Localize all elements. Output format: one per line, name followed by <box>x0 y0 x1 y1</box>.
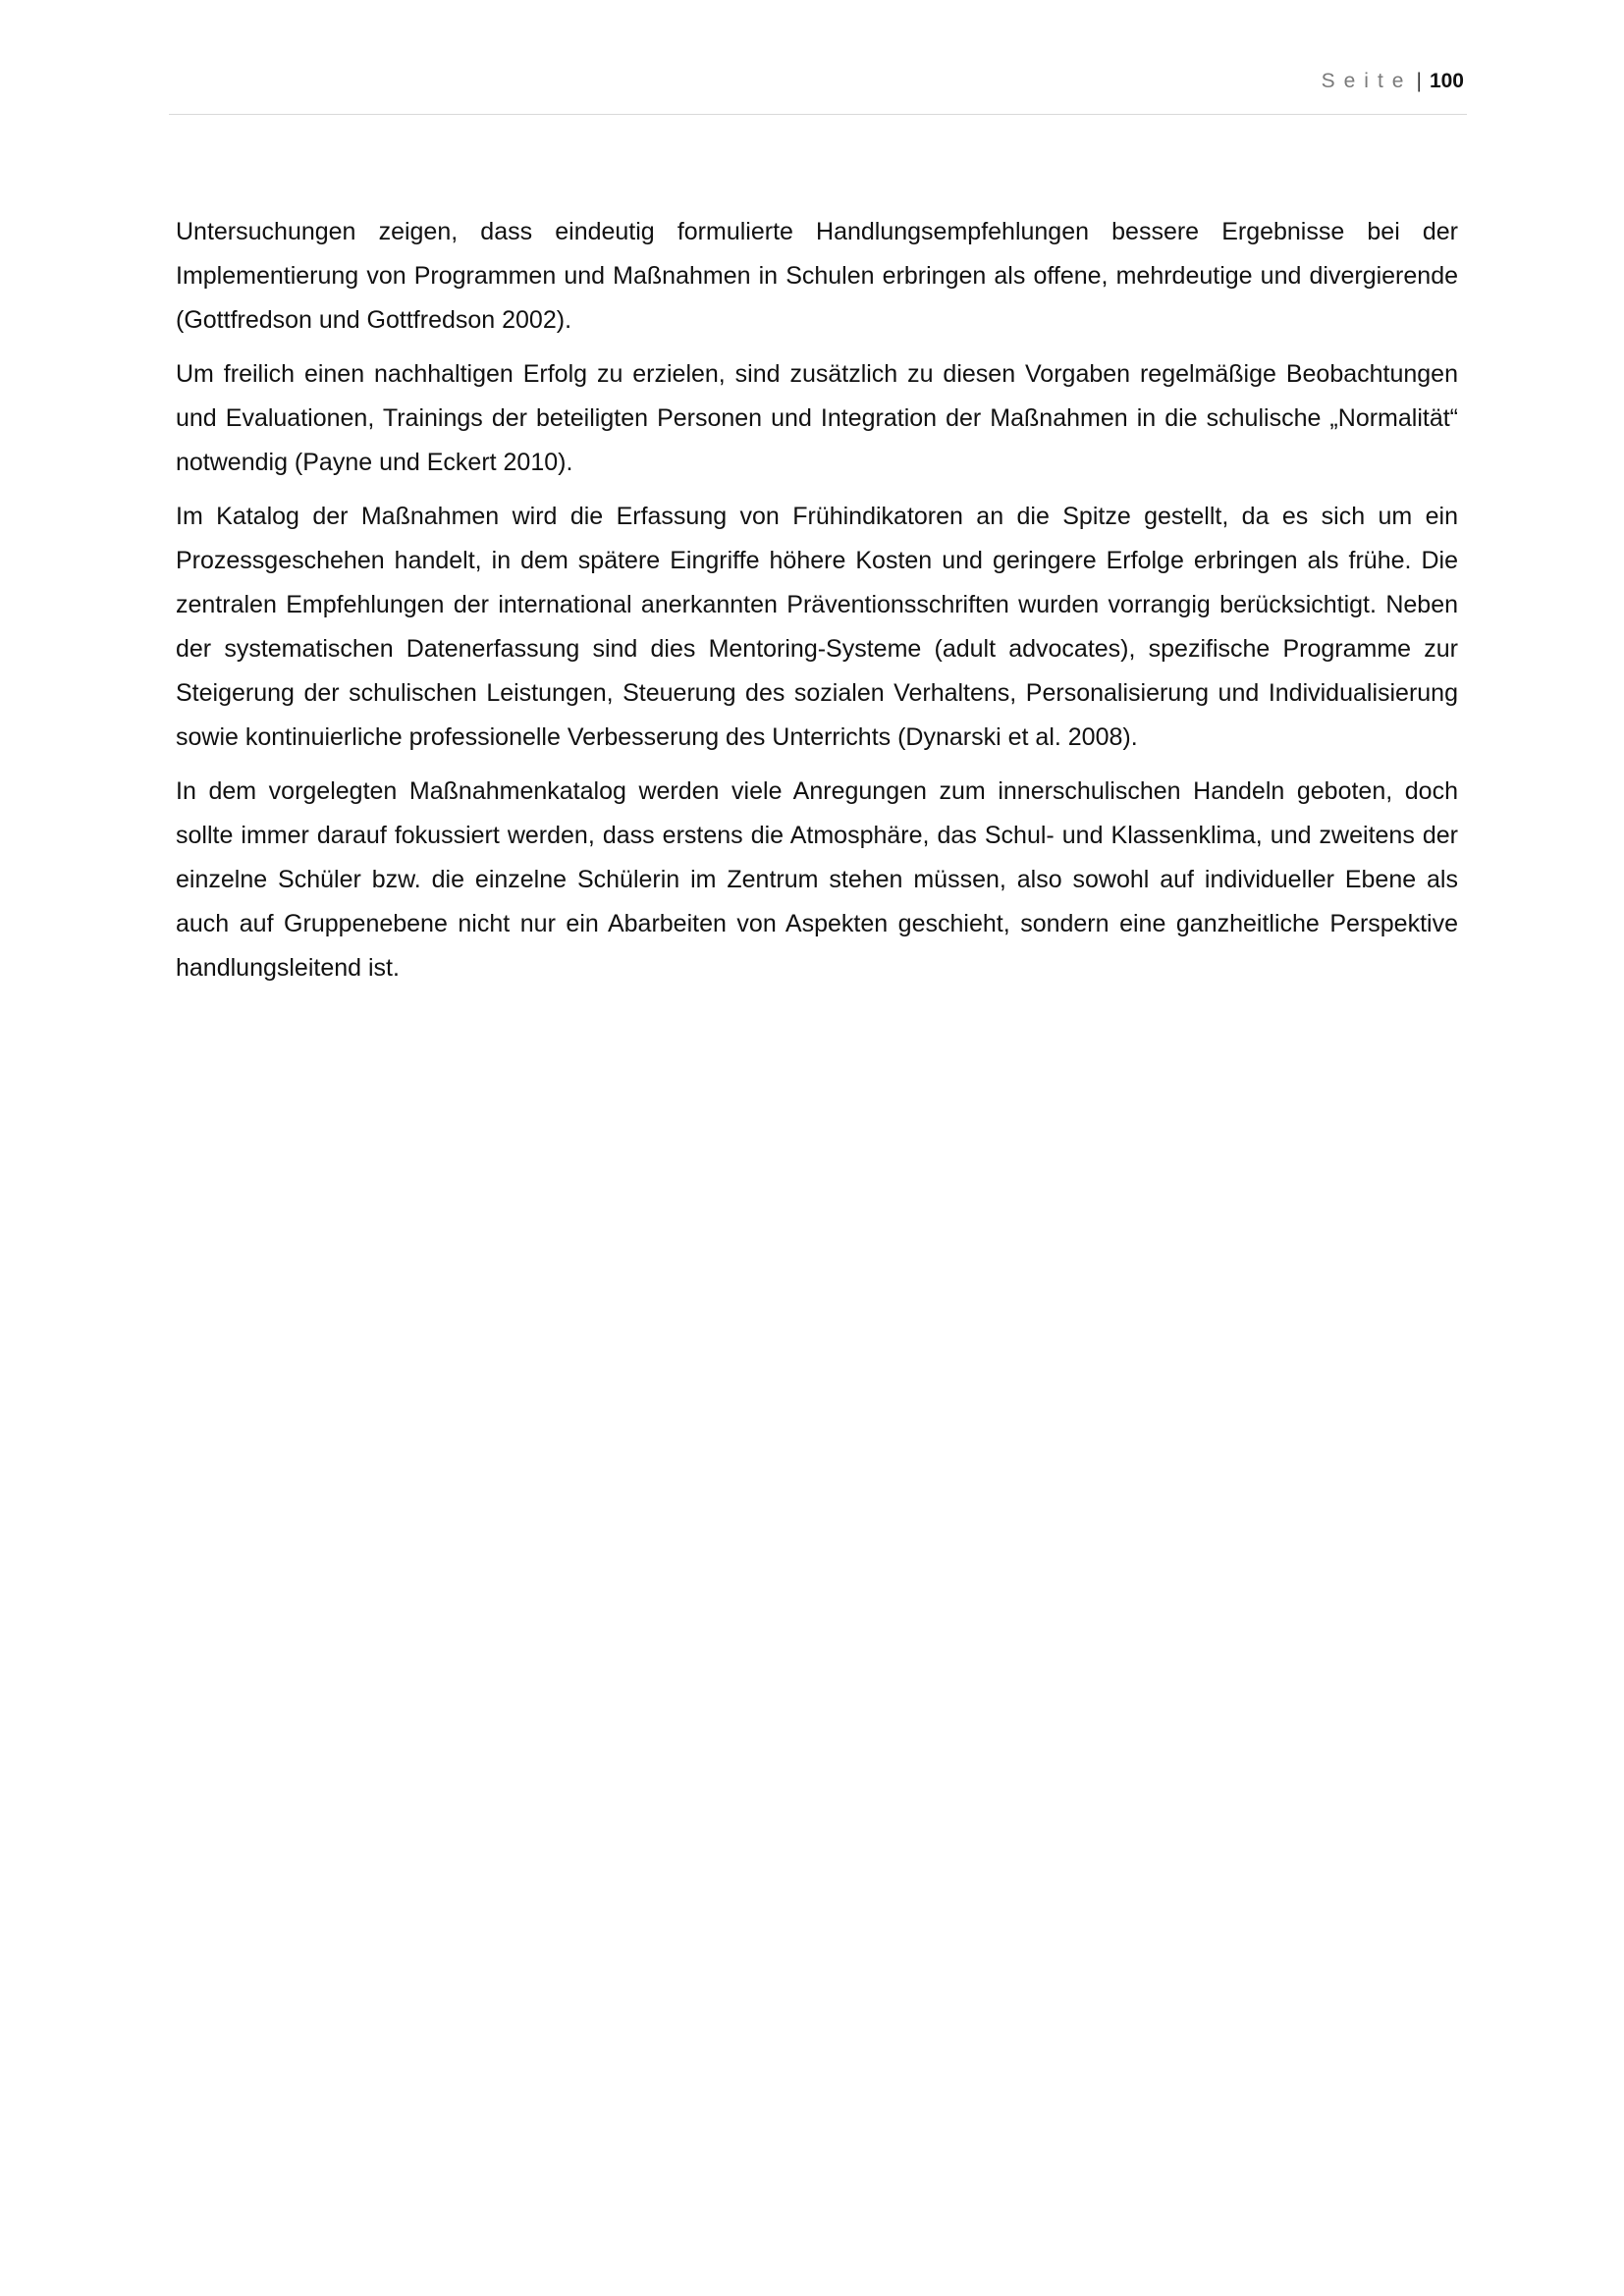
page-separator: | <box>1416 70 1422 92</box>
header-divider <box>169 114 1467 115</box>
paragraph-4: In dem vorgelegten Maßnahmenkatalog werden viele Anregungen zum innerschulischen Handeln geboten, doch sollte immer darauf fokussiert werden, dass erstens die Atmosphäre, das Schul- und Klassenklima, und zweitens der einzelne Schüler bzw. die einzelne Schülerin im Zentrum stehen müssen, also sowohl auf individueller Ebene als auch auf Gruppenebene nicht nur ein Abarbeiten von Aspekten geschieht, sondern eine ganzheitliche Perspektive handlungsleitend ist. <box>176 777 1458 982</box>
page-label: Seite <box>1321 70 1413 92</box>
page-header <box>1322 65 1464 98</box>
paragraph-3: Im Katalog der Maßnahmen wird die Erfassung von Frühindikatoren an die Spitze gestellt, da es sich um ein Prozessgeschehen handelt, in dem spätere Eingriffe höhere Kosten und geringere Erfolge erbringen als frühe. Die zentralen Empfehlungen der international anerkannten Präventionsschriften wurden vorrangig berücksichtigt. Neben der systematischen Datenerfassung sind dies Mentoring-Systeme (adult advocates), spezifische Programme zur Steigerung der schulischen Leistungen, Steuerung des sozialen Verhaltens, Personalisierung und Individualisierung sowie kontinuierliche professionelle Verbesserung des Unterrichts (Dynarski et al. 2008). <box>176 503 1458 751</box>
paragraph-1: Untersuchungen zeigen, dass eindeutig formulierte Handlungsempfehlungen bessere Ergebnisse bei der Implementierung von Programmen und Maßnahmen in Schulen erbringen als offene, mehrdeutige und divergierende (Gottfredson und Gottfredson 2002). <box>176 218 1458 334</box>
page-number: 100 <box>1429 70 1464 92</box>
body-text <box>176 210 1458 1000</box>
paragraph-2: Um freilich einen nachhaltigen Erfolg zu erzielen, sind zusätzlich zu diesen Vorgaben regelmäßige Beobachtungen und Evaluationen, Trainings der beteiligten Personen und Integration der Maßnahmen in die schulische „Normalität“ notwendig (Payne und Eckert 2010). <box>176 360 1458 476</box>
